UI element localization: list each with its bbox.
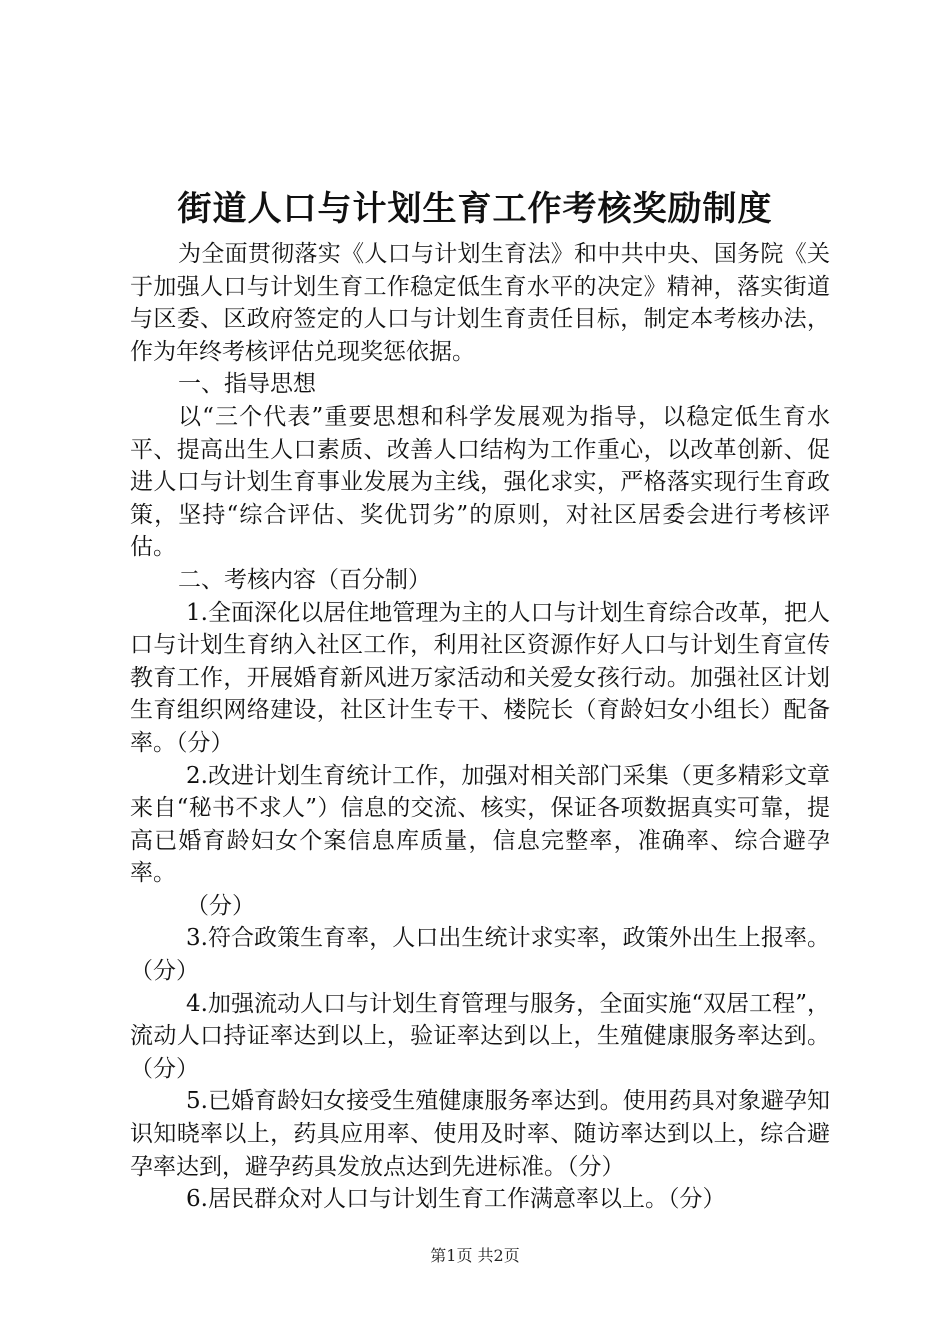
assessment-item-6: 6.居民群众对人口与计划生育工作满意率以上。（分） bbox=[186, 1186, 726, 1213]
document-body bbox=[130, 238, 830, 1216]
assessment-item-3: 3.符合政策生育率，人口出生统计求实率，政策外出生上报率。（分） bbox=[130, 925, 830, 985]
assessment-item-5: 5.已婚育龄妇女接受生殖健康服务率达到。使用药具对象避孕知识知晓率以上，药具应用率、使用及时率、随访率达到以上，综合避孕率达到，避孕药具发放点达到先进标准。（分） bbox=[130, 1088, 830, 1180]
guiding-ideology-paragraph: 以“三个代表”重要思想和科学发展观为指导，以稳定低生育水平、提高出生人口素质、改善人口结构为工作重心，以改革创新、促进人口与计划生育事业发展为主线，强化求实，严格落实现行生育政策，坚持“综合评估、奖优罚劣”的原则，对社区居委会进行考核评估。 bbox=[130, 403, 830, 561]
assessment-item-2: 2.改进计划生育统计工作，加强对相关部门采集（更多精彩文章来自“秘书不求人”）信息的交流、核实，保证各项数据真实可靠，提高已婚育龄妇女个案信息库质量，信息完整率，准确率、综合避孕率。 bbox=[130, 762, 830, 887]
page-footer: 第1页 共2页 bbox=[430, 1246, 520, 1265]
section-heading-guiding-ideology: 一、指导思想 bbox=[178, 371, 316, 398]
assessment-item-1: 1.全面深化以居住地管理为主的人口与计划生育综合改革，把人口与计划生育纳入社区工作，利用社区资源作好人口与计划生育宣传教育工作，开展婚育新风进万家活动和关爱女孩行动。加强社区计划生育组织网络建设，社区计生专干、楼院长（育龄妇女小组长）配备率。（分） bbox=[130, 599, 830, 756]
intro-paragraph: 为全面贯彻落实《人口与计划生育法》和中共中央、国务院《关于加强人口与计划生育工作稳定低生育水平的决定》精神，落实街道与区委、区政府签定的人口与计划生育责任目标，制定本考核办法，作为年终考核评估兑现奖惩依据。 bbox=[130, 241, 830, 365]
section-heading-assessment-content: 二、考核内容（百分制） bbox=[178, 566, 431, 593]
assessment-item-4: 4.加强流动人口与计划生育管理与服务，全面实施“双居工程”，流动人口持证率达到以上，验证率达到以上，生殖健康服务率达到。（分） bbox=[130, 990, 830, 1082]
assessment-item-2-score: （分） bbox=[186, 892, 255, 919]
document-title: 街道人口与计划生育工作考核奖励制度 bbox=[177, 189, 773, 229]
